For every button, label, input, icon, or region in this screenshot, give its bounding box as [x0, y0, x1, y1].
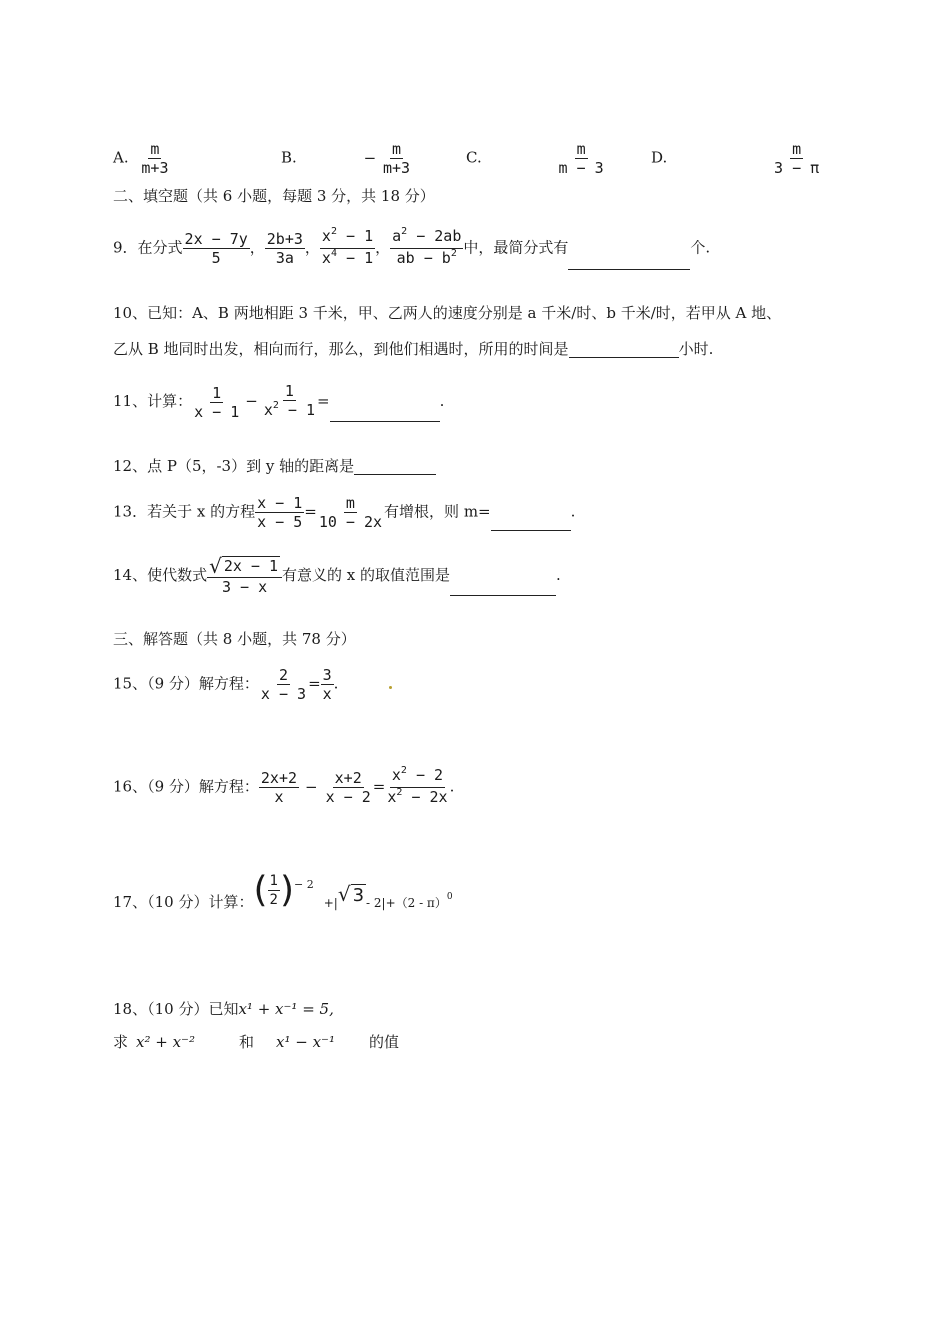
q17-left-paren: (	[253, 869, 268, 911]
q11-end: .	[439, 392, 445, 410]
q18-end: 的值	[368, 1033, 399, 1051]
q9-fraction-4: $\frac{a^2 - 2ab}{ab - b^2}$	[392, 226, 462, 267]
q11-answer-blank[interactable]	[330, 405, 440, 422]
q14-end: .	[556, 566, 561, 584]
option-b	[281, 140, 412, 177]
q12-text: 12、点 P（5，-3）到 y 轴的距离是	[113, 457, 355, 475]
q17-abs-open: +|	[323, 895, 338, 910]
option-c-fraction: $\frac{m}{m - 3}$	[558, 140, 604, 177]
q16-fraction-1: $\frac{2x+2}{x}$	[260, 769, 298, 806]
q11-minus: −	[245, 392, 258, 410]
option-a-fraction: $\frac{m}{m+3}$	[141, 140, 169, 177]
q13-prefix: 13．若关于 x 的方程	[113, 502, 256, 521]
q16-end: .	[449, 777, 455, 796]
q15-equals: =	[308, 674, 321, 693]
option-d-fraction: $\frac{m}{3 - \pi}$	[774, 140, 820, 177]
q9-fraction-3: $\frac{x^2 - 1}{x^4 - 1}$	[321, 226, 374, 267]
q17-sqrt-sign: √	[337, 881, 351, 906]
q14-radicand: 2x − 1	[223, 557, 279, 575]
q15-fraction-2: $\frac{3}{x}$	[322, 666, 332, 703]
question-10-line-2	[113, 340, 713, 358]
option-a	[113, 140, 170, 177]
q13-answer-blank[interactable]	[491, 514, 571, 531]
q13-fraction-2: $\frac{m}{10 - 2x}$	[318, 494, 383, 531]
question-13	[113, 494, 575, 531]
question-9	[113, 227, 710, 270]
option-d-label: D.	[651, 148, 668, 167]
q17-prefix: 17、（10 分）计算：	[113, 892, 254, 911]
q10-text: 乙从 B 地同时出发，相向而行，那么，到他们相遇时，所用的时间是	[113, 340, 569, 358]
question-17	[113, 869, 453, 911]
q14-answer-blank[interactable]	[450, 579, 556, 596]
q9-fraction-1: $\frac{2x - 7y}{5}$	[184, 230, 248, 267]
q15-fraction-1: $\frac{2}{x - 3}$	[260, 666, 307, 703]
q16-fraction-2: $\frac{x+2}{x - 2}$	[325, 769, 371, 806]
q11-fraction-1: $\frac{1}{x - 1}$	[194, 383, 240, 421]
question-12	[113, 457, 436, 475]
q10-end: 小时.	[678, 340, 714, 358]
section-3-heading: 三、解答题（共 8 小题，共 78 分）	[113, 630, 356, 648]
option-a-label: A.	[113, 148, 129, 167]
option-b-sign: −	[363, 148, 377, 167]
q16-fraction-3: $\frac{x^2 - 2}{x^2 - 2x}$	[387, 765, 448, 806]
question-18-ask	[113, 1033, 399, 1051]
section-2-heading: 二、填空题（共 6 小题，每题 3 分，共 18 分）	[113, 187, 435, 205]
stray-dot	[389, 686, 392, 689]
q13-fraction-1: $\frac{x - 1}{x - 5}$	[257, 494, 303, 531]
q9-sep-1: ，	[249, 238, 265, 257]
q18-and-word: 和	[238, 1033, 254, 1051]
q9-text: 中，最简分式有	[463, 238, 569, 257]
question-10-line-1: 10、已知：A、B 两地相距 3 千米，甲、乙两人的速度分别是 a 千米/时、b 千米/时，若甲从 A 地、	[113, 304, 782, 322]
q17-fraction: $\frac{1}{2}$	[269, 873, 278, 908]
q10-answer-blank[interactable]	[569, 341, 679, 358]
q9-sep-3: ，	[375, 238, 391, 257]
q13-end: .	[570, 502, 576, 521]
q18-prefix: 18、（10 分）已知	[113, 1000, 239, 1018]
option-d	[651, 140, 821, 177]
q13-text: 有增根，则 m=	[384, 502, 491, 521]
q14-text: 有意义的 x 的取值范围是	[282, 566, 451, 584]
q11-prefix: 11、计算：	[113, 392, 193, 410]
question-18	[113, 1000, 334, 1018]
q14-sqrt-sign: √	[209, 554, 222, 578]
q11-equals: =	[317, 392, 330, 410]
q18-ask-word: 求	[113, 1033, 129, 1051]
q17-exponent: − 2	[293, 878, 314, 891]
q18-expression-1: x² + x⁻²	[136, 1033, 195, 1051]
question-14	[113, 556, 561, 596]
q13-equals: =	[304, 502, 317, 521]
q14-fraction: √ 2x − 1 3 − x	[207, 556, 282, 596]
q11-fraction-2: $\frac{1}{x^2 - 1}$	[263, 382, 316, 419]
q9-sep-2: ，	[304, 238, 320, 257]
q9-prefix: 9．在分式	[113, 238, 183, 257]
q17-rest: - 2|+（2 - π）	[366, 895, 447, 910]
q17-right-paren: )	[279, 869, 294, 911]
question-11	[113, 382, 444, 422]
q15-prefix: 15、（9 分）解方程：	[113, 674, 259, 693]
q9-end: 个.	[690, 238, 711, 257]
option-c-label: C.	[466, 148, 482, 167]
option-c	[466, 140, 606, 177]
option-b-label: B.	[281, 148, 297, 167]
q17-zero-exponent: 0	[446, 891, 453, 902]
q18-expression-2: x¹ − x⁻¹	[276, 1033, 335, 1051]
q16-equals: =	[372, 777, 386, 796]
q18-given-expression: x¹ + x⁻¹ = 5,	[238, 1000, 334, 1018]
q14-prefix: 14、使代数式	[113, 566, 208, 584]
q9-fraction-2: $\frac{2b+3}{3a}$	[266, 230, 303, 267]
q15-end: .	[333, 674, 339, 693]
q17-radicand: 3	[352, 884, 365, 906]
q12-answer-blank[interactable]	[354, 458, 436, 475]
q9-answer-blank[interactable]	[568, 253, 690, 270]
question-15	[113, 666, 338, 703]
q16-minus: −	[305, 777, 318, 796]
option-b-fraction: $\frac{m}{m+3}$	[382, 140, 411, 177]
question-16	[113, 766, 454, 809]
q16-prefix: 16、（9 分）解方程：	[113, 777, 259, 796]
